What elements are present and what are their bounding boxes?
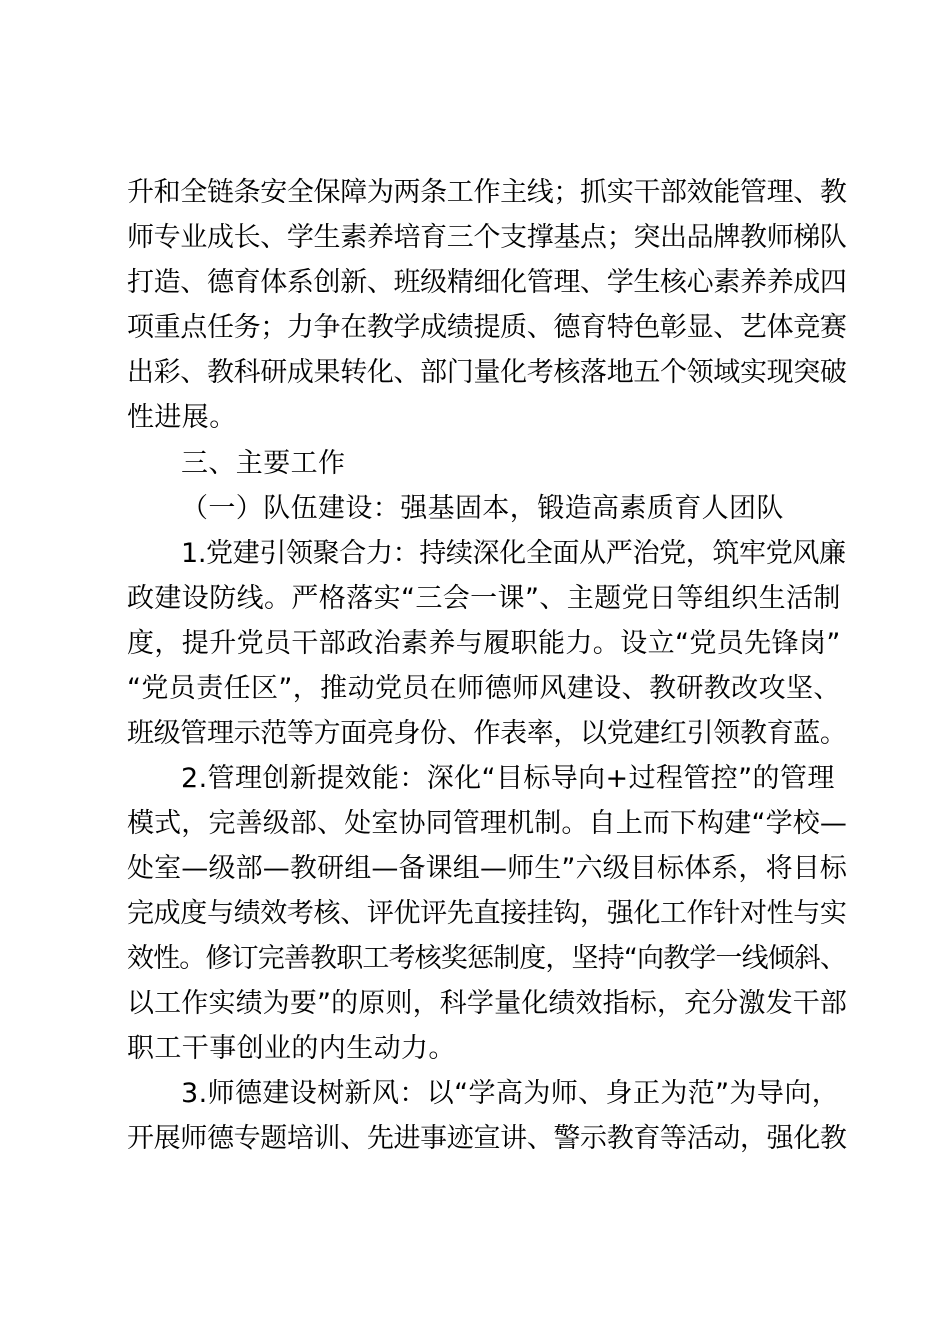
body-text-line: 完成度与绩效考核、评优评先直接挂钩，强化工作针对性与实: [127, 898, 847, 929]
body-text-line: 升和全链条安全保障为两条工作主线；抓实干部效能管理、教: [127, 177, 847, 208]
body-text-line: 1.党建引领聚合力：持续深化全面从严治党，筑牢党风廉: [181, 538, 846, 569]
body-text-line: 项重点任务；力争在教学成绩提质、德育特色彰显、艺体竞赛: [127, 312, 847, 343]
body-text-line: 效性。修订完善教职工考核奖惩制度，坚持“向教学一线倾斜、: [127, 943, 847, 974]
section-heading: 三、主要工作: [181, 448, 346, 479]
body-text-line: “党员责任区”，推动党员在师德师风建设、教研教改攻坚、: [127, 673, 841, 704]
body-text-line: 性进展。: [127, 402, 237, 433]
body-text-line: 师专业成长、学生素养培育三个支撑基点；突出品牌教师梯队: [127, 222, 847, 253]
body-text-line: 打造、德育体系创新、班级精细化管理、学生核心素养养成四: [127, 267, 847, 298]
body-text-line: 模式，完善级部、处室协同管理机制。自上而下构建“学校—: [127, 808, 848, 839]
body-text-line: 度，提升党员干部政治素养与履职能力。设立“党员先锋岗”: [127, 628, 841, 659]
body-text-line: 出彩、教科研成果转化、部门量化考核落地五个领域实现突破: [127, 357, 847, 388]
body-text-line: 政建设防线。严格落实“三会一课”、主题党日等组织生活制: [127, 583, 841, 614]
body-text-line: 职工干事创业的内生动力。: [127, 1033, 456, 1064]
body-text-line: 开展师德专题培训、先进事迹宣讲、警示教育等活动，强化教: [127, 1123, 847, 1154]
body-text-line: 3.师德建设树新风：以“学高为师、身正为范”为导向，: [181, 1078, 840, 1109]
body-text-line: 班级管理示范等方面亮身份、作表率，以党建红引领教育蓝。: [127, 718, 847, 749]
body-text-line: 处室—级部—教研组—备课组—师生”六级目标体系，将目标: [127, 853, 848, 884]
body-text-line: 2.管理创新提效能：深化“目标导向+过程管控”的管理: [181, 763, 835, 794]
body-text-line: 以工作实绩为要”的原则，科学量化绩效指标，充分激发干部: [127, 988, 848, 1019]
subsection-heading: （一）队伍建设：强基固本，锻造高素质育人团队: [181, 493, 784, 524]
